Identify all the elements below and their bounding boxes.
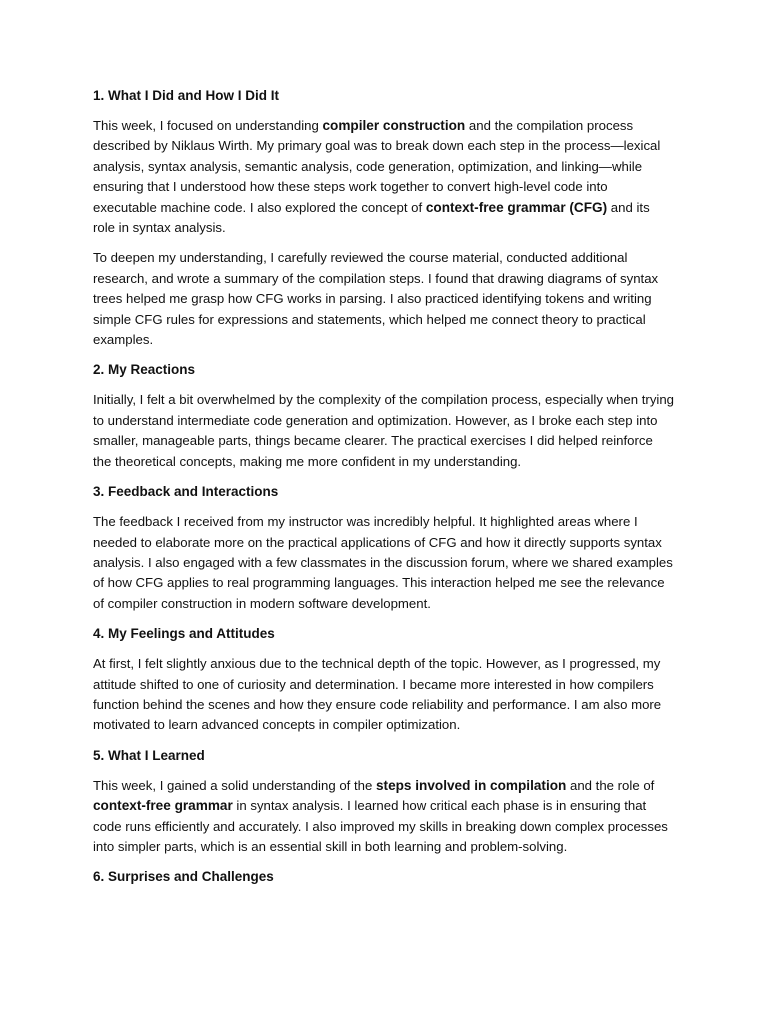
document-body bbox=[93, 86, 674, 887]
paragraph bbox=[93, 116, 674, 238]
bold-term: context-free grammar bbox=[93, 798, 233, 814]
text-run: and the role of bbox=[566, 777, 655, 793]
section-heading: 2. My Reactions bbox=[93, 362, 196, 378]
text-run: Initially, I felt a bit overwhelmed by the complexity of the compilation process, especially when trying to understand intermediate code generation and optimization. However, as I broke each step into smaller, manageable parts, things became clearer. The practical exercises I did helped reinforce the theoretical concepts, making me more confident in my understanding. bbox=[93, 392, 675, 469]
section-heading: 1. What I Did and How I Did It bbox=[93, 88, 279, 103]
paragraph bbox=[93, 654, 674, 736]
text-run: At first, I felt slightly anxious due to the technical depth of the topic. However, as I progressed, my attitude shifted to one of curiosity and determination. I became more interested in how compilers function behind the scenes and how they ensure code reliability and performance. I am also more motivated to learn advanced concepts in compiler optimization. bbox=[93, 656, 662, 733]
paragraph bbox=[93, 390, 674, 472]
text-run: This week, I gained a solid understanding of the bbox=[93, 777, 376, 793]
text-run: in syntax analysis. I learned how critical each phase is in ensuring that code runs efficiently and accurately. I also improved my skills in breaking down complex processes into simpler parts, which is an essential skill in both learning and problem-solving. bbox=[93, 798, 668, 854]
section-heading: 3. Feedback and Interactions bbox=[93, 484, 279, 500]
paragraph bbox=[93, 776, 674, 858]
text-run: and the compilation process described by Niklaus Wirth. My primary goal was to break down each step in the process—lexical analysis, syntax analysis, semantic analysis, code generation, optimization, and linking—while ensuring that I understood how these steps work together to convert high-level code into executable machine code. I also explored the concept of bbox=[93, 118, 661, 215]
paragraph bbox=[93, 248, 674, 350]
text-run: The feedback I received from my instructor was incredibly helpful. It highlighted areas where I needed to elaborate more on the practical applications of CFG and how it directly supports syntax analysis. I also engaged with a few classmates in the discussion forum, where we shared examples of how CFG applies to real programming languages. This interaction helped me see the relevance of compiler construction in modern software development. bbox=[93, 514, 673, 611]
bold-term: compiler construction bbox=[322, 118, 466, 133]
text-run: This week, I focused on understanding bbox=[93, 118, 323, 133]
text-run: and its role in syntax analysis. bbox=[93, 199, 650, 236]
text-run: To deepen my understanding, I carefully reviewed the course material, conducted additional research, and wrote a summary of the compilation steps. I found that drawing diagrams of syntax trees helped me grasp how CFG works in parsing. I also practiced identifying tokens and writing simple CFG rules for expressions and statements, which helped me connect theory to practical examples. bbox=[93, 250, 659, 348]
section-heading: 6. Surprises and Challenges bbox=[93, 869, 274, 885]
section-heading: 4. My Feelings and Attitudes bbox=[93, 626, 275, 642]
paragraph bbox=[93, 512, 674, 614]
bold-term: steps involved in compilation bbox=[375, 777, 567, 793]
section-heading: 5. What I Learned bbox=[93, 747, 205, 763]
bold-term: context-free grammar (CFG) bbox=[425, 199, 608, 215]
